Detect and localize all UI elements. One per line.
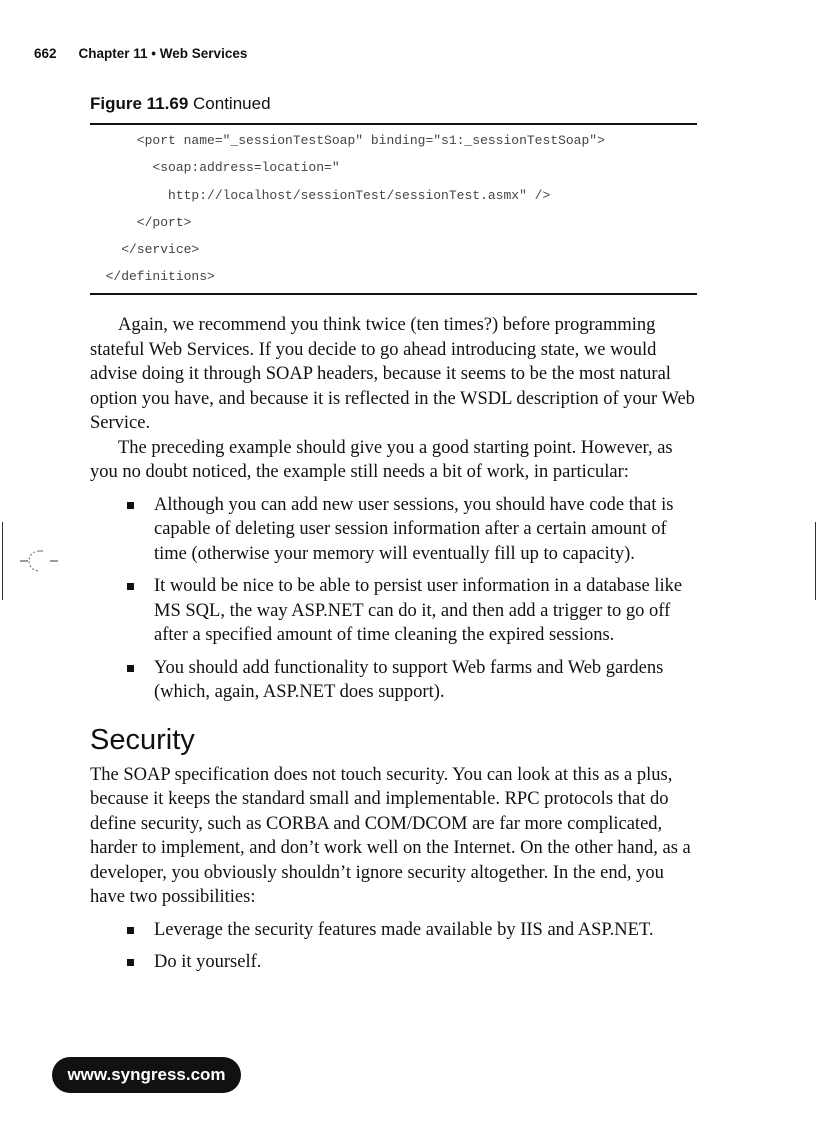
- list-item-text: Although you can add new user sessions, you should have code that is capable of deleting user session information after a certain amount of time (otherwise your memory will eventually fill up to capacity).: [154, 494, 674, 564]
- bullet-list: [90, 918, 700, 975]
- list-item: [90, 918, 700, 943]
- bullet-icon: [127, 502, 134, 509]
- code-line: </service>: [90, 242, 200, 258]
- list-item: [90, 656, 700, 705]
- bullet-list: [90, 493, 700, 705]
- list-item: [90, 493, 700, 567]
- running-header: [34, 46, 247, 61]
- paragraph: Again, we recommend you think twice (ten times?) before programming stateful Web Services. If you decide to go ahead introducing state, we would advise doing it through SOAP headers, because it seems to be the most natural option you have, and because it is reflected in the WSDL description of your Web Service.: [90, 315, 695, 433]
- list-item: [90, 574, 700, 648]
- figure-caption: [90, 94, 271, 114]
- code-line: <soap:address=location=": [90, 160, 340, 176]
- registration-mark-icon: [20, 549, 60, 579]
- list-item: [90, 950, 700, 975]
- list-item-text: It would be nice to be able to persist user information in a database like MS SQL, the way ASP.NET can do it, and then add a trigger to go off after a specified amount of time cleaning the expired sessions.: [154, 576, 683, 645]
- figure-top-rule: [90, 123, 697, 125]
- figure-label: Figure 11.69: [90, 94, 189, 113]
- body-text: [90, 313, 700, 975]
- chapter-title: Chapter 11 • Web Services: [78, 46, 248, 61]
- bullet-icon: [127, 927, 134, 934]
- code-line: <port name="_sessionTestSoap" binding="s1:_sessionTestSoap">: [90, 133, 605, 148]
- code-line: </port>: [90, 214, 192, 230]
- code-line: http://localhost/sessionTest/sessionTest.asmx" />: [90, 187, 551, 203]
- crop-mark-left: [2, 522, 3, 600]
- bullet-icon: [127, 665, 134, 672]
- bullet-icon: [127, 959, 134, 966]
- section-heading: Security: [90, 723, 195, 756]
- list-item-text: Leverage the security features made available by IIS and ASP.NET.: [154, 919, 654, 940]
- code-line: </definitions>: [90, 269, 215, 285]
- website-badge: www.syngress.com: [52, 1057, 241, 1093]
- bullet-icon: [127, 583, 134, 590]
- paragraph: The SOAP specification does not touch security. You can look at this as a plus, because it keeps the standard small and implementable. RPC protocols that do define security, such as CORBA and COM/DCOM are far more complicated, harder to implement, and don’t work well on the Internet. On the other hand, as a developer, you obviously shouldn’t ignore security altogether. In the end, you have two possibilities:: [90, 764, 691, 907]
- page-number: 662: [34, 46, 57, 61]
- code-listing: [90, 127, 697, 291]
- list-item-text: You should add functionality to support Web farms and Web gardens (which, again, ASP.NET does support).: [154, 657, 664, 702]
- figure-suffix: Continued: [193, 94, 271, 113]
- paragraph: The preceding example should give you a good starting point. However, as you no doubt noticed, the example still needs a bit of work, in particular:: [90, 437, 673, 482]
- figure-bottom-rule: [90, 293, 697, 295]
- list-item-text: Do it yourself.: [154, 952, 262, 972]
